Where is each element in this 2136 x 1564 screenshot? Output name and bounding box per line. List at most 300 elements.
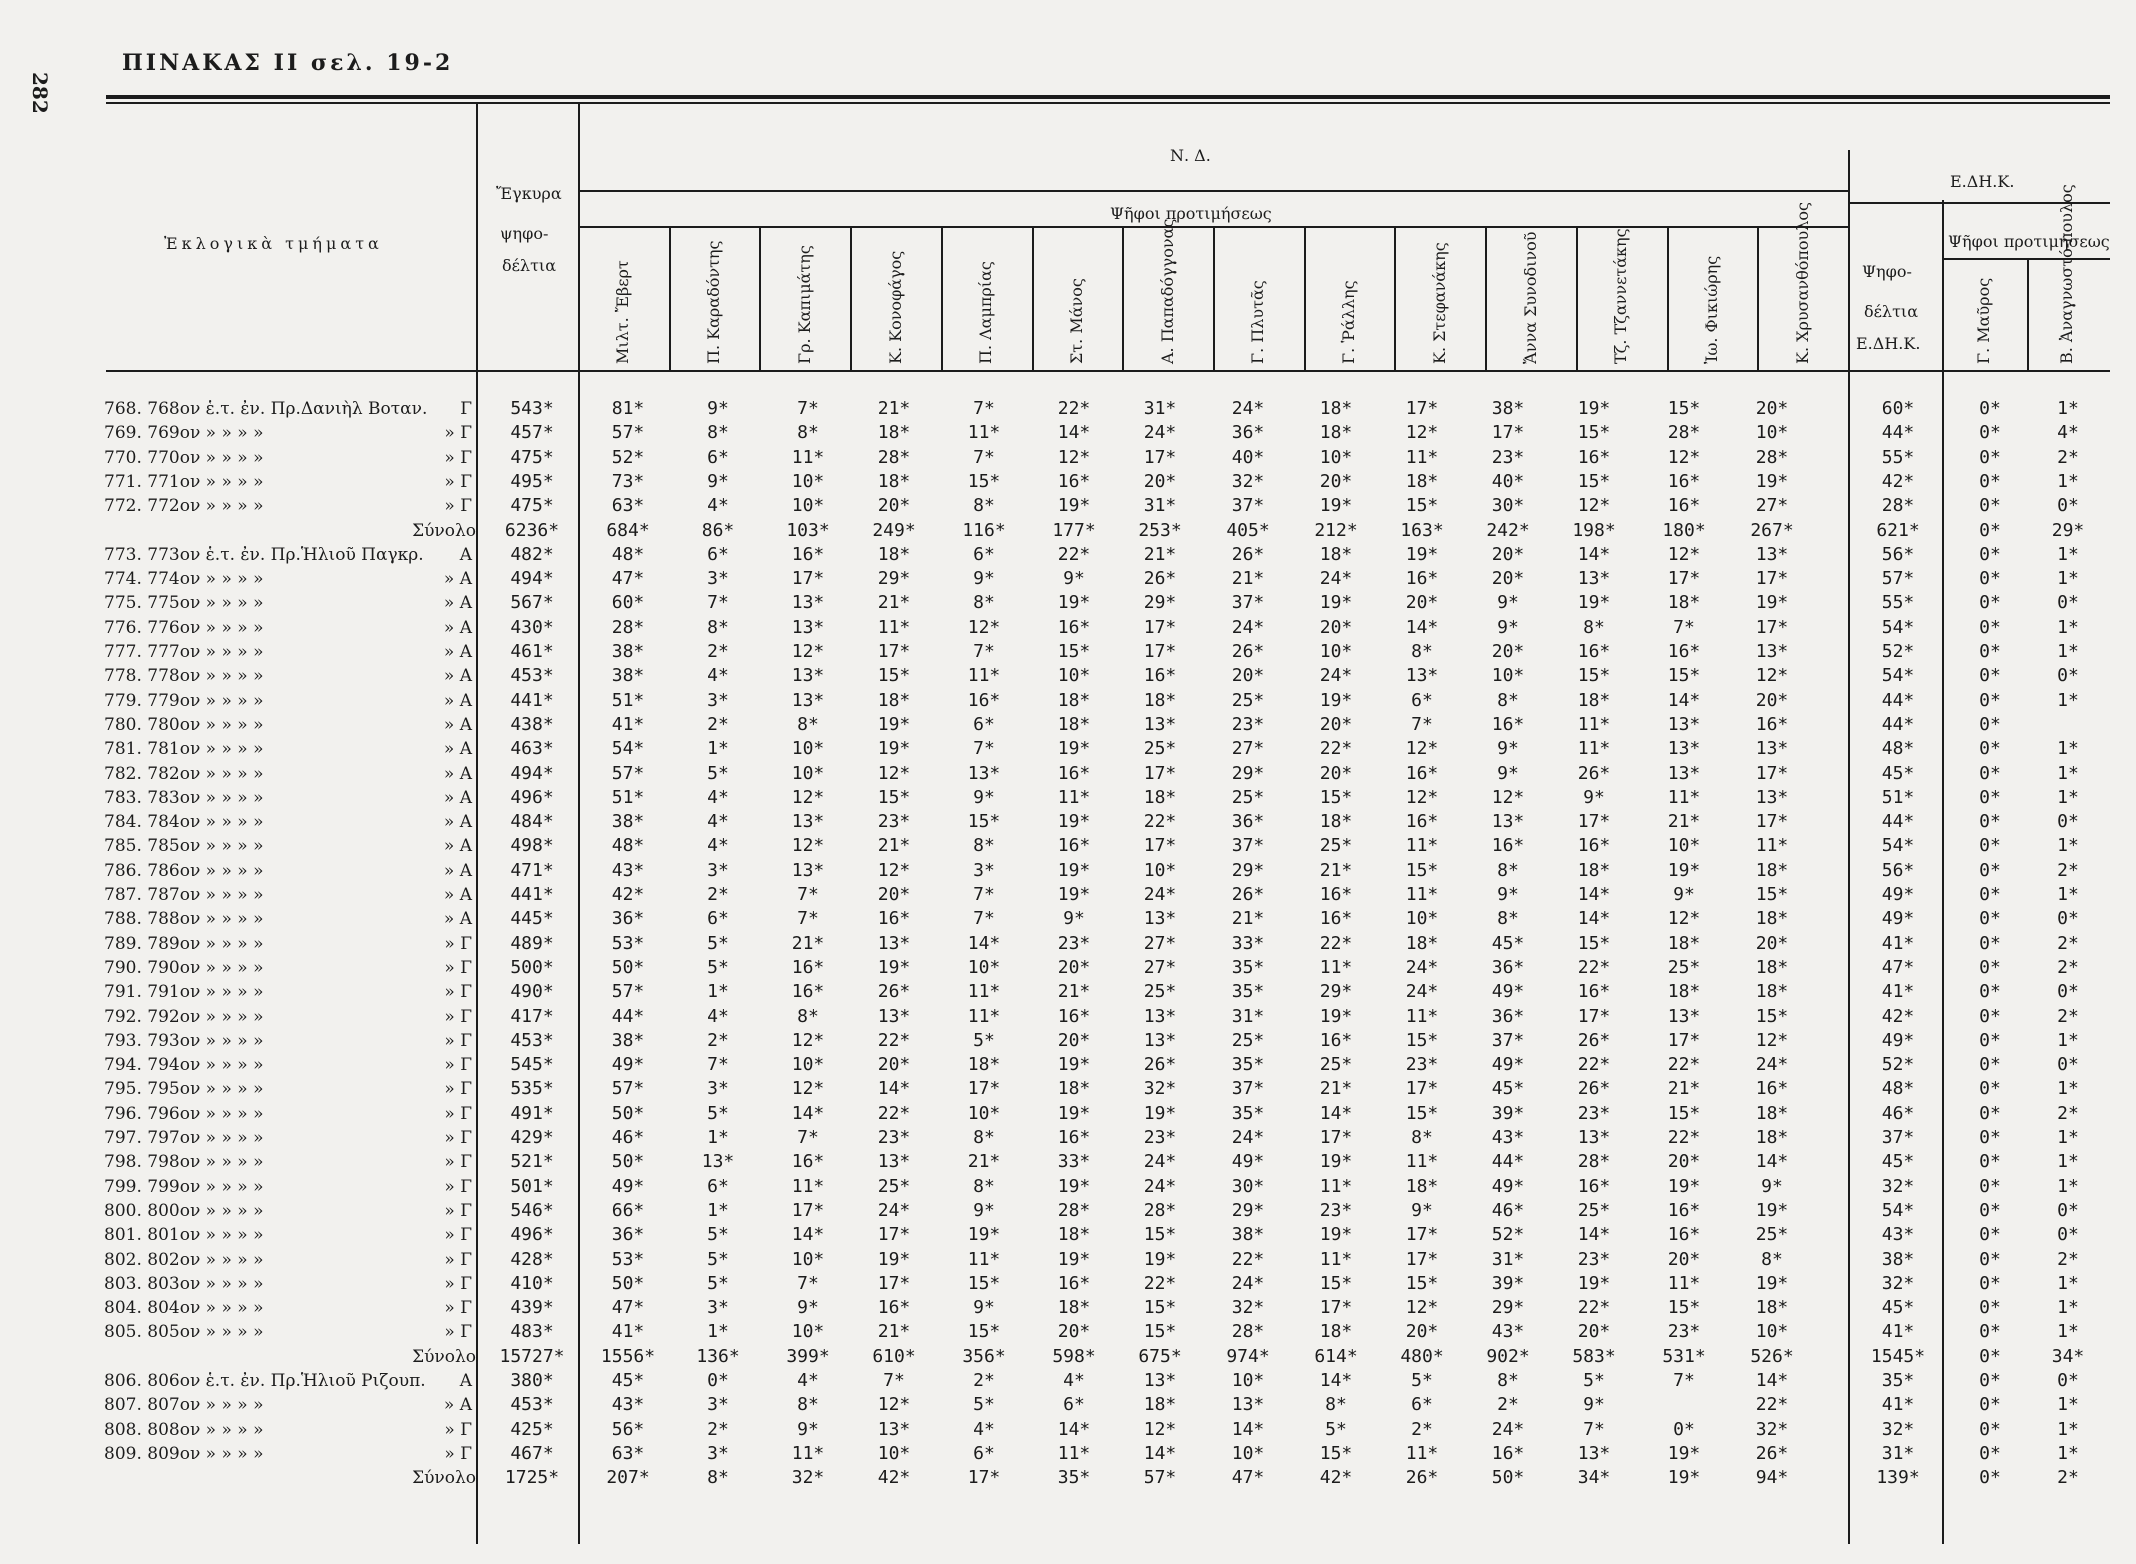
section-category: » Γ: [444, 1273, 472, 1294]
table-cell: 13*: [1143, 1005, 1177, 1027]
table-cell: 15*: [1143, 1321, 1177, 1343]
table-cell: 15*: [1667, 1102, 1701, 1124]
edik-ballots-header-3: Ε.ΔΗ.Κ.: [1856, 334, 1921, 353]
table-cell: 12*: [1667, 446, 1701, 468]
table-cell: 17*: [791, 1199, 825, 1221]
nd-header: Ν. Δ.: [1170, 146, 1211, 165]
table-cell: 453*: [510, 1029, 554, 1051]
table-cell: 116*: [962, 519, 1006, 541]
table-cell: 26*: [1143, 1054, 1177, 1076]
candidate-column-divider: [1032, 228, 1034, 370]
section-row-label: [104, 1175, 476, 1199]
table-cell: [1638, 1393, 1730, 1417]
table-cell: 13*: [877, 1005, 911, 1027]
table-cell: 10*: [1231, 1370, 1265, 1391]
table-cell: 20*: [1057, 1321, 1091, 1343]
table-cell: 19*: [1143, 1248, 1177, 1270]
table-cell: 14*: [791, 1224, 825, 1246]
table-cell: 5*: [1411, 1370, 1433, 1391]
table-cell: 2*: [2057, 1102, 2079, 1124]
table-cell: 19*: [1667, 1175, 1701, 1197]
table-cell: 1*: [707, 1199, 729, 1221]
table-cell: 684*: [606, 519, 650, 541]
table-cell: 20*: [1755, 398, 1789, 419]
table-cell: 41*: [1881, 981, 1915, 1003]
table-cell: 24*: [1143, 422, 1177, 444]
table-cell: 21*: [1319, 1078, 1353, 1100]
table-cell: 0*: [1979, 1054, 2001, 1076]
table-cell: 11*: [967, 1005, 1001, 1027]
table-cell: 17*: [1405, 1078, 1439, 1100]
table-cell: 15*: [967, 1321, 1001, 1343]
table-cell: 567*: [510, 592, 554, 614]
table-cell: 5*: [707, 956, 729, 978]
table-cell: 25*: [1143, 981, 1177, 1003]
section-name: 778. 778ον » » » »: [104, 666, 264, 687]
table-cell: 15*: [1405, 1029, 1439, 1051]
section-name: 800. 800ον » » » »: [104, 1200, 264, 1221]
table-cell: 28*: [1231, 1321, 1265, 1343]
section-name: 786. 786ον » » » »: [104, 860, 264, 881]
table-cell: 7*: [1411, 713, 1433, 735]
table-cell: 16*: [1491, 835, 1525, 857]
table-cell: 13*: [1667, 738, 1701, 760]
section-name: 798. 798ον » » » »: [104, 1152, 264, 1173]
table-cell: 1*: [2057, 1394, 2079, 1416]
table-cell: 9*: [797, 1418, 819, 1440]
table-cell: 16*: [1057, 835, 1091, 857]
section-category: » Γ: [444, 1419, 472, 1440]
section-row-label: [104, 810, 476, 834]
section-row-label: [104, 1442, 476, 1466]
table-cell: 19*: [1667, 1467, 1701, 1489]
table-cell: 28*: [1755, 446, 1789, 468]
section-row-label: [104, 1296, 476, 1320]
table-cell: 18*: [967, 1054, 1001, 1076]
section-category: » Γ: [444, 1103, 472, 1124]
section-name: 789. 789ον » » » »: [104, 933, 264, 954]
table-cell: 15*: [1405, 859, 1439, 881]
table-cell: 52*: [1881, 641, 1915, 662]
table-cell: 3*: [707, 1394, 729, 1416]
table-cell: 12*: [1755, 665, 1789, 687]
table-cell: 48*: [611, 835, 645, 857]
table-cell: 13*: [1231, 1394, 1265, 1416]
table-cell: 22*: [1057, 543, 1091, 565]
table-cell: 26*: [1231, 884, 1265, 905]
table-cell: 8*: [1497, 689, 1519, 711]
table-cell: 20*: [1143, 470, 1177, 492]
table-cell: 20*: [1057, 1029, 1091, 1051]
table-cell: 17*: [1143, 616, 1177, 638]
table-cell: 32*: [1231, 1297, 1265, 1319]
table-cell: 15*: [1577, 665, 1611, 687]
table-cell: 13*: [1755, 641, 1789, 662]
section-category: » Γ: [444, 1176, 472, 1197]
table-cell: 0*: [1979, 738, 2001, 760]
section-name: 809. 809ον » » » »: [104, 1443, 264, 1464]
table-cell: 14*: [1405, 616, 1439, 638]
table-cell: 10*: [1755, 1321, 1789, 1343]
table-cell: 14*: [1577, 908, 1611, 930]
table-cell: 18*: [1143, 1394, 1177, 1416]
table-cell: 49*: [1491, 1175, 1525, 1197]
table-cell: 14*: [1577, 884, 1611, 905]
table-cell: 9*: [797, 1297, 819, 1319]
divider-nd-edik: [1848, 150, 1850, 1544]
section-name: 782. 782ον » » » »: [104, 763, 264, 784]
table-cell: 50*: [611, 1272, 645, 1294]
table-cell: 45*: [1881, 1151, 1915, 1173]
section-name: 797. 797ον » » » »: [104, 1128, 264, 1148]
table-cell: 19*: [1057, 1175, 1091, 1197]
total-row-label: [104, 1466, 476, 1490]
table-cell: 19*: [1057, 1248, 1091, 1270]
table-cell: 12*: [1667, 543, 1701, 565]
table-cell: 22*: [1667, 1127, 1701, 1148]
table-cell: 28*: [1057, 1199, 1091, 1221]
table-cell: 546*: [510, 1199, 554, 1221]
table-cell: 10*: [1405, 908, 1439, 930]
section-name: 804. 804ον » » » »: [104, 1298, 264, 1319]
table-cell: 13*: [1143, 1370, 1177, 1391]
table-cell: 8*: [797, 422, 819, 444]
table-cell: 57*: [611, 422, 645, 444]
table-cell: 6*: [973, 1442, 995, 1464]
table-cell: 11*: [877, 616, 911, 638]
table-cell: 10*: [1319, 446, 1353, 468]
table-cell: 21*: [877, 835, 911, 857]
table-cell: 31*: [1143, 495, 1177, 517]
table-cell: 26*: [1755, 1442, 1789, 1464]
table-cell: 14*: [1577, 543, 1611, 565]
table-cell: 38*: [611, 811, 645, 833]
table-cell: 29*: [1491, 1297, 1525, 1319]
table-cell: 12*: [791, 786, 825, 808]
table-cell: 18*: [1577, 859, 1611, 881]
table-cell: 1*: [2057, 1175, 2079, 1197]
table-cell: 16*: [1577, 446, 1611, 468]
table-cell: 36*: [1231, 811, 1265, 833]
table-cell: 902*: [1486, 1345, 1530, 1367]
table-cell: 16*: [1491, 1442, 1525, 1464]
table-cell: 163*: [1400, 519, 1444, 541]
table-cell: 16*: [1667, 470, 1701, 492]
table-cell: 17*: [1143, 446, 1177, 468]
section-category: » Α: [443, 909, 472, 930]
table-cell: 0*: [1979, 1272, 2001, 1294]
section-name: 796. 796ον » » » »: [104, 1103, 264, 1124]
table-cell: 20*: [1405, 592, 1439, 614]
table-cell: 18*: [1143, 786, 1177, 808]
edik-candidate-header: Β. Ἀναγνωστό-πουλος: [2057, 184, 2076, 364]
table-cell: 16*: [1405, 811, 1439, 833]
table-cell: 23*: [1577, 1248, 1611, 1270]
table-cell: 496*: [510, 786, 554, 808]
table-cell: 8*: [797, 1005, 819, 1027]
table-cell: 16*: [877, 908, 911, 930]
table-cell: 0*: [1979, 1467, 2001, 1489]
table-cell: 0*: [1979, 592, 2001, 614]
section-category: » Γ: [444, 496, 472, 517]
table-cell: 18*: [1143, 689, 1177, 711]
table-cell: 18*: [1319, 543, 1353, 565]
table-cell: 21*: [967, 1151, 1001, 1173]
table-cell: 1*: [2057, 835, 2079, 857]
section-category: » Α: [443, 617, 472, 638]
table-cell: 31*: [1491, 1248, 1525, 1270]
table-cell: 24*: [1405, 981, 1439, 1003]
table-cell: 19*: [1577, 398, 1611, 419]
table-cell: 24*: [1405, 956, 1439, 978]
table-cell: 11*: [1057, 1442, 1091, 1464]
table-cell: 1*: [2057, 1127, 2079, 1148]
sections-header: Ἐκλογικὰ τμήματα: [164, 234, 383, 253]
nd-pref-header: Ψῆφοι προτιμήσεως: [1110, 204, 1272, 223]
table-cell: 22*: [1577, 1297, 1611, 1319]
table-cell: 8*: [707, 1467, 729, 1489]
table-cell: 1*: [2057, 568, 2079, 590]
table-cell: 12*: [1405, 1297, 1439, 1319]
table-cell: 19*: [877, 956, 911, 978]
table-cell: 20*: [877, 884, 911, 905]
table-cell: 180*: [1662, 519, 1706, 541]
table-cell: 14*: [877, 1078, 911, 1100]
section-category: » Γ: [444, 957, 472, 978]
table-cell: 1*: [2057, 1151, 2079, 1173]
section-row-label: [104, 397, 476, 421]
table-cell: 24*: [1491, 1418, 1525, 1440]
table-cell: 31*: [1881, 1442, 1915, 1464]
table-cell: 439*: [510, 1297, 554, 1319]
table-cell: 24*: [1231, 398, 1265, 419]
table-cell: 7*: [797, 908, 819, 930]
table-cell: 43*: [611, 859, 645, 881]
candidate-column-divider: [669, 228, 671, 370]
section-row-label: [104, 932, 476, 956]
table-cell: 10*: [1057, 665, 1091, 687]
table-cell: 25*: [1755, 1224, 1789, 1246]
table-cell: 35*: [1231, 1054, 1265, 1076]
table-cell: 16*: [791, 543, 825, 565]
table-cell: 11*: [1405, 884, 1439, 905]
table-cell: 49*: [611, 1175, 645, 1197]
table-cell: 10*: [791, 1248, 825, 1270]
table-cell: 19*: [1057, 811, 1091, 833]
table-cell: 18*: [1057, 713, 1091, 735]
table-cell: 10*: [791, 470, 825, 492]
table-cell: 6*: [973, 713, 995, 735]
table-cell: 29*: [1319, 981, 1353, 1003]
table-cell: 13*: [1755, 786, 1789, 808]
table-cell: 18*: [1319, 422, 1353, 444]
section-name: 801. 801ον » » » »: [104, 1225, 264, 1246]
table-cell: 19*: [1667, 859, 1701, 881]
table-cell: 4*: [973, 1418, 995, 1440]
table-cell: 13*: [1577, 1442, 1611, 1464]
table-cell: 16*: [1667, 495, 1701, 517]
table-cell: 0*: [1979, 1078, 2001, 1100]
table-cell: 12*: [1755, 1029, 1789, 1051]
table-cell: 26*: [1577, 1029, 1611, 1051]
table-cell: 12*: [967, 616, 1001, 638]
table-cell: 0*: [1979, 1248, 2001, 1270]
section-row-label: [104, 907, 476, 931]
table-cell: 15*: [1143, 1224, 1177, 1246]
table-cell: 25*: [1319, 1054, 1353, 1076]
table-cell: 33*: [1057, 1151, 1091, 1173]
table-cell: 5*: [707, 1272, 729, 1294]
table-cell: 15*: [1057, 641, 1091, 662]
table-cell: 0*: [1979, 1127, 2001, 1148]
table-cell: 50*: [1491, 1467, 1525, 1489]
table-cell: 11*: [791, 446, 825, 468]
section-category: » Γ: [444, 1152, 472, 1173]
table-cell: 19*: [1577, 592, 1611, 614]
table-cell: 21*: [877, 1321, 911, 1343]
table-cell: 1*: [2057, 398, 2079, 419]
section-name: 795. 795ον » » » »: [104, 1079, 264, 1100]
table-cell: 28*: [877, 446, 911, 468]
table-cell: 15*: [1667, 1297, 1701, 1319]
table-cell: 16*: [1667, 1199, 1701, 1221]
table-cell: 0*: [1979, 641, 2001, 662]
table-cell: 0*: [1979, 1102, 2001, 1124]
table-cell: 6*: [973, 543, 995, 565]
section-category: » Γ: [444, 933, 472, 954]
table-cell: 54*: [1881, 616, 1915, 638]
table-cell: 28*: [1667, 422, 1701, 444]
table-cell: 15*: [1577, 422, 1611, 444]
table-cell: 50*: [611, 1151, 645, 1173]
table-cell: 12*: [791, 1078, 825, 1100]
table-cell: 0*: [1673, 1418, 1695, 1440]
section-category: » Α: [443, 666, 472, 687]
table-cell: 18*: [1755, 859, 1789, 881]
table-cell: 57*: [611, 1078, 645, 1100]
table-cell: 51*: [1881, 786, 1915, 808]
table-cell: 28*: [1881, 495, 1915, 517]
table-cell: 10*: [1755, 422, 1789, 444]
table-cell: 10*: [967, 1102, 1001, 1124]
table-cell: 16*: [791, 981, 825, 1003]
table-cell: 610*: [872, 1345, 916, 1367]
table-cell: 13*: [1667, 713, 1701, 735]
table-cell: 405*: [1226, 519, 1270, 541]
table-cell: 21*: [1231, 568, 1265, 590]
table-cell: 3*: [707, 859, 729, 881]
table-cell: 356*: [962, 1345, 1006, 1367]
section-row-label: [104, 1199, 476, 1223]
table-cell: 498*: [510, 835, 554, 857]
table-cell: 9*: [973, 1199, 995, 1221]
table-cell: 4*: [707, 835, 729, 857]
table-cell: 10*: [791, 762, 825, 784]
table-cell: 10*: [877, 1442, 911, 1464]
valid-ballots-header-2: ψηφο-: [500, 224, 549, 243]
table-cell: 0*: [2057, 1199, 2079, 1221]
table-cell: 13*: [877, 1418, 911, 1440]
table-cell: 4*: [707, 786, 729, 808]
table-cell: 9*: [1497, 738, 1519, 760]
total-row-label: [104, 1345, 476, 1369]
table-cell: 10*: [1319, 641, 1353, 662]
table-cell: 7*: [973, 738, 995, 760]
table-cell: 37*: [1881, 1127, 1915, 1148]
table-cell: 16*: [791, 1151, 825, 1173]
table-cell: 6*: [707, 1175, 729, 1197]
table-cell: 212*: [1314, 519, 1358, 541]
table-cell: 0*: [707, 1370, 729, 1391]
table-cell: 34*: [2051, 1345, 2085, 1367]
table-cell: 11*: [1577, 738, 1611, 760]
table-cell: 425*: [510, 1418, 554, 1440]
table-cell: [2028, 713, 2108, 737]
table-cell: 32*: [1231, 470, 1265, 492]
table-cell: 41*: [611, 713, 645, 735]
table-cell: 43*: [611, 1394, 645, 1416]
table-cell: 31*: [1143, 398, 1177, 419]
candidate-column-divider: [1576, 228, 1578, 370]
table-cell: 17*: [1405, 1224, 1439, 1246]
table-cell: 44*: [611, 1005, 645, 1027]
table-cell: 500*: [510, 956, 554, 978]
table-cell: 16*: [1057, 470, 1091, 492]
section-category: » Α: [443, 642, 472, 662]
candidate-header: Ἄννα Συνοδινοῦ: [1520, 231, 1540, 364]
table-cell: 5*: [1583, 1370, 1605, 1391]
table-cell: 7*: [707, 1054, 729, 1076]
table-cell: 2*: [2057, 1467, 2079, 1489]
table-cell: 47*: [611, 568, 645, 590]
section-name: 783. 783ον » » » »: [104, 787, 264, 808]
table-cell: 19*: [1057, 738, 1091, 760]
table-cell: 428*: [510, 1248, 554, 1270]
table-cell: 4*: [2057, 422, 2079, 444]
table-cell: 2*: [707, 1418, 729, 1440]
table-cell: 20*: [1491, 568, 1525, 590]
section-category: » Α: [443, 836, 472, 857]
table-cell: 4*: [707, 495, 729, 517]
table-cell: 38*: [611, 665, 645, 687]
table-cell: 27*: [1755, 495, 1789, 517]
top-rule: [106, 95, 2110, 99]
table-cell: 15*: [967, 811, 1001, 833]
edik-ballots-header-2: δέλτια: [1864, 302, 1918, 321]
table-cell: 0*: [1979, 713, 2001, 735]
table-cell: 8*: [797, 1394, 819, 1416]
table-cell: 9*: [1497, 884, 1519, 905]
section-row-label: [104, 980, 476, 1004]
table-cell: 429*: [510, 1127, 554, 1148]
table-cell: 430*: [510, 616, 554, 638]
table-cell: 37*: [1491, 1029, 1525, 1051]
section-name: 785. 785ον » » » »: [104, 836, 264, 857]
table-cell: 484*: [510, 811, 554, 833]
table-cell: 42*: [1881, 470, 1915, 492]
table-cell: 37*: [1231, 495, 1265, 517]
section-name: 802. 802ον » » » »: [104, 1249, 264, 1270]
section-row-label: [104, 1102, 476, 1126]
table-cell: 24*: [1319, 665, 1353, 687]
table-cell: 16*: [877, 1297, 911, 1319]
section-name: 790. 790ον » » » »: [104, 957, 264, 978]
table-cell: 13*: [1667, 762, 1701, 784]
table-cell: 2*: [2057, 446, 2079, 468]
table-cell: 7*: [973, 884, 995, 905]
table-cell: 46*: [1881, 1102, 1915, 1124]
table-cell: 18*: [1057, 689, 1091, 711]
